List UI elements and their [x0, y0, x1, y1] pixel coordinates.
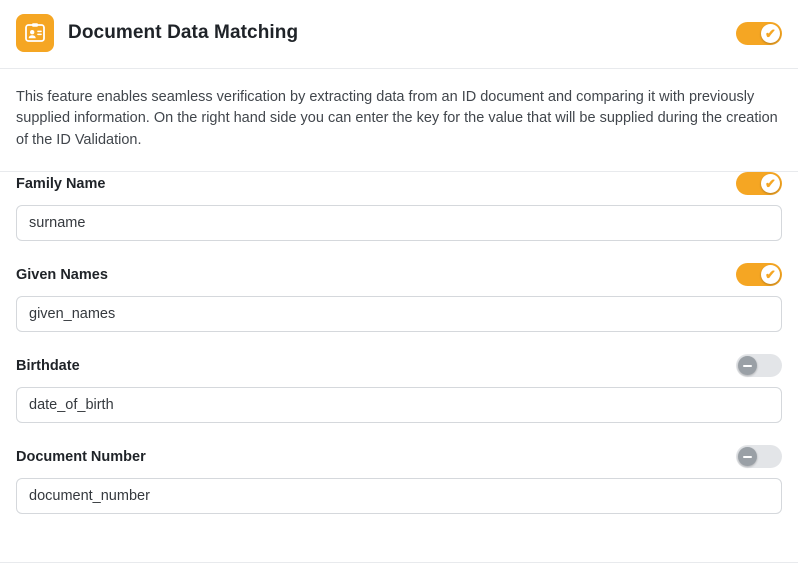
- field-label: Family Name: [16, 175, 106, 192]
- field-header: [16, 354, 782, 377]
- dash-icon: [743, 456, 752, 458]
- document-number-input[interactable]: [16, 478, 782, 514]
- field-label: Birthdate: [16, 357, 80, 374]
- given-names-toggle[interactable]: [736, 263, 782, 286]
- birthdate-input[interactable]: [16, 387, 782, 423]
- page-title: Document Data Matching: [68, 22, 299, 43]
- field-header: [16, 263, 782, 286]
- document-number-toggle[interactable]: [736, 445, 782, 468]
- document-data-matching-toggle[interactable]: [736, 22, 782, 45]
- birthdate-toggle[interactable]: [736, 354, 782, 377]
- check-icon: ✔: [765, 267, 776, 283]
- toggle-knob: [738, 447, 757, 466]
- field-family-name: [16, 172, 782, 241]
- field-label: Document Number: [16, 448, 146, 465]
- header-toggle-wrap: [736, 22, 782, 45]
- toggle-knob: [738, 356, 757, 375]
- field-birthdate: [16, 354, 782, 423]
- field-toggle-wrap: [736, 263, 782, 286]
- field-list: [0, 172, 798, 514]
- field-header: [16, 172, 782, 195]
- family-name-toggle[interactable]: [736, 172, 782, 195]
- id-badge-icon: [16, 14, 54, 52]
- field-document-number: [16, 445, 782, 514]
- given-names-input[interactable]: [16, 296, 782, 332]
- field-given-names: [16, 263, 782, 332]
- check-icon: ✔: [765, 176, 776, 192]
- field-toggle-wrap: [736, 445, 782, 468]
- family-name-input[interactable]: [16, 205, 782, 241]
- toggle-knob: [761, 265, 780, 284]
- field-toggle-wrap: [736, 354, 782, 377]
- field-toggle-wrap: [736, 172, 782, 195]
- field-label: Given Names: [16, 266, 108, 283]
- toggle-knob: [761, 174, 780, 193]
- dash-icon: [743, 365, 752, 367]
- toggle-knob: [761, 24, 780, 43]
- field-header: [16, 445, 782, 468]
- panel-header: [0, 0, 798, 68]
- check-icon: ✔: [765, 25, 776, 41]
- feature-description: This feature enables seamless verification by extracting data from an ID document and comparing it with previously supplied information. On the right hand side you can enter the key for the value that will be supplied during the creation of the ID Validation.: [16, 89, 778, 148]
